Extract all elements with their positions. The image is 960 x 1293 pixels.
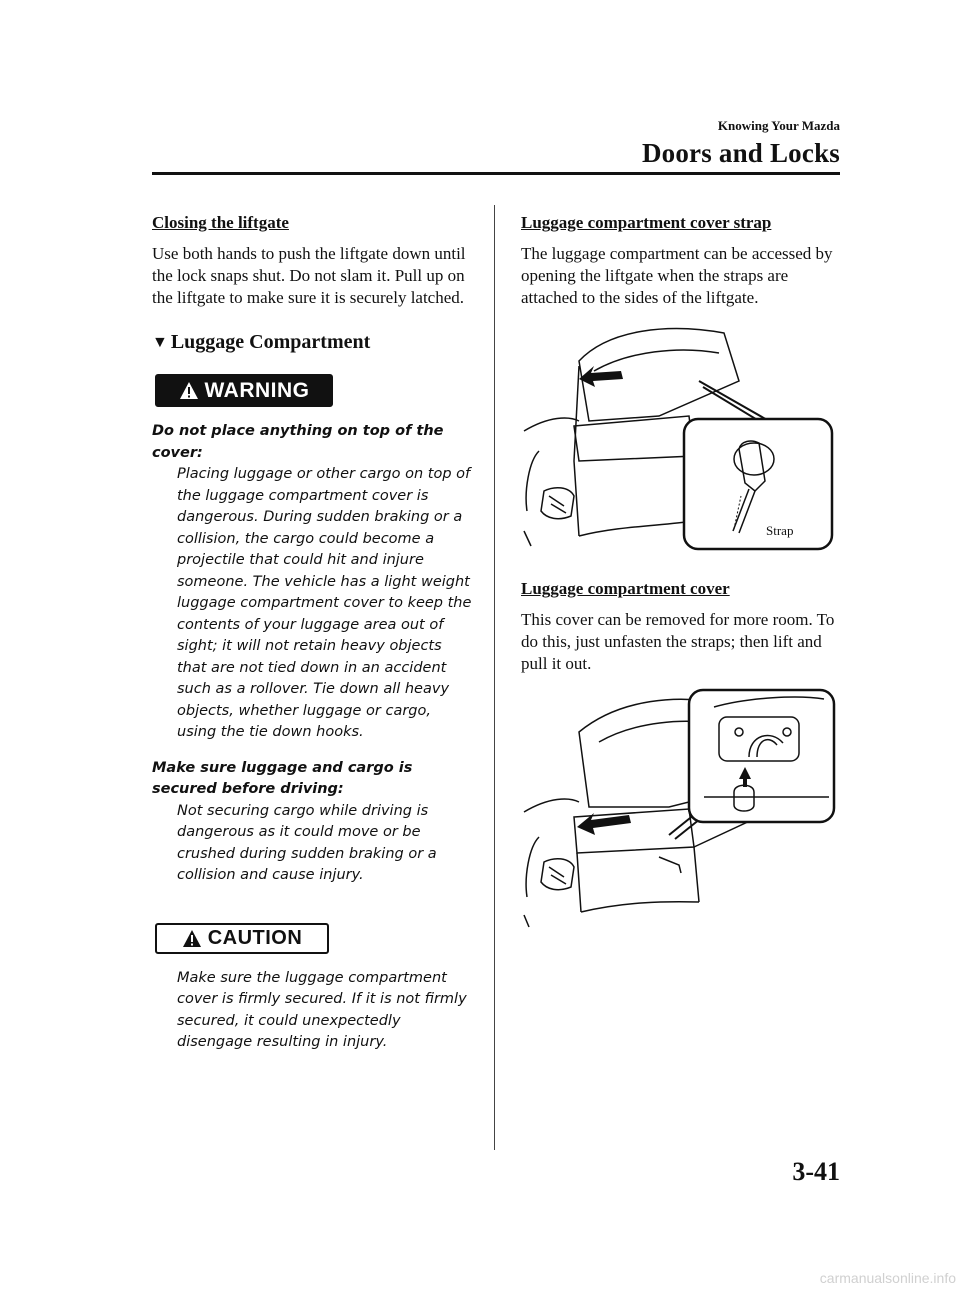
column-divider <box>494 205 495 1150</box>
caution-triangle-icon <box>182 929 202 948</box>
warning-body-secured: Not securing cargo while driving is dangerous as it could move or be crushed during sudden braking or a collision and cause injury. <box>177 802 437 883</box>
warning-heading-cover: Do not place anything on top of the cover: <box>152 423 444 461</box>
right-column <box>521 213 841 932</box>
warning-body-cover: Placing luggage or other cargo on top of the luggage compartment cover is dangerous. During sudden braking or a collision, the cargo could become a projectile that could hit and injure someone. The vehicle has a light weight luggage compartment cover to keep the contents of your luggage area out of sight; it will not retain heavy objects that are not tied down in an accident such as a rollover. Tie down all heavy objects, whether luggage or cargo, using the tie down hooks. <box>177 466 472 740</box>
warning-badge <box>155 374 333 407</box>
watermark-url: carmanualsonline.info <box>819 1270 956 1286</box>
cover-strap-title: Luggage compartment cover strap <box>521 213 772 232</box>
strap-label: Strap <box>766 523 794 538</box>
chapter-title: Knowing Your Mazda <box>717 118 840 133</box>
luggage-compartment-title: Luggage Compartment <box>170 331 371 353</box>
header-divider <box>152 172 840 175</box>
cover-removal-drawing <box>519 687 839 932</box>
cover-text: This cover can be removed for more room. To do this, just unfasten the straps; then lift and pull it out. <box>521 610 835 673</box>
section-heading <box>152 331 474 354</box>
cover-title: Luggage compartment cover <box>521 579 730 598</box>
left-column <box>152 213 474 1068</box>
closing-liftgate-title: Closing the liftgate <box>152 213 289 232</box>
warning-triangle-icon <box>179 381 199 400</box>
cover-strap-text: The luggage compartment can be accessed by opening the liftgate when the straps are attached to the sides of the liftgate. <box>521 244 833 307</box>
warning-label: WARNING <box>204 378 310 402</box>
warning-notice <box>152 421 474 887</box>
strap-illustration <box>519 321 839 561</box>
caution-label: CAUTION <box>207 926 303 949</box>
caution-body: Make sure the luggage compartment cover is firmly secured. If it is not firmly secured, it could unexpectedly disengage resulting in injury. <box>177 969 467 1050</box>
closing-liftgate-text: Use both hands to push the liftgate down until the lock snaps shut. Do not slam it. Pull up on the liftgate to make sure it is securely latched. <box>152 244 466 307</box>
cover-removal-illustration <box>519 687 839 932</box>
caution-notice <box>152 968 474 1054</box>
triangle-marker-icon: ▼ <box>152 333 168 351</box>
section-title: Doors and Locks <box>641 138 840 168</box>
page-number: 3-41 <box>792 1157 840 1186</box>
warning-heading-secured: Make sure luggage and cargo is secured before driving: <box>152 759 413 797</box>
caution-badge <box>155 923 329 954</box>
